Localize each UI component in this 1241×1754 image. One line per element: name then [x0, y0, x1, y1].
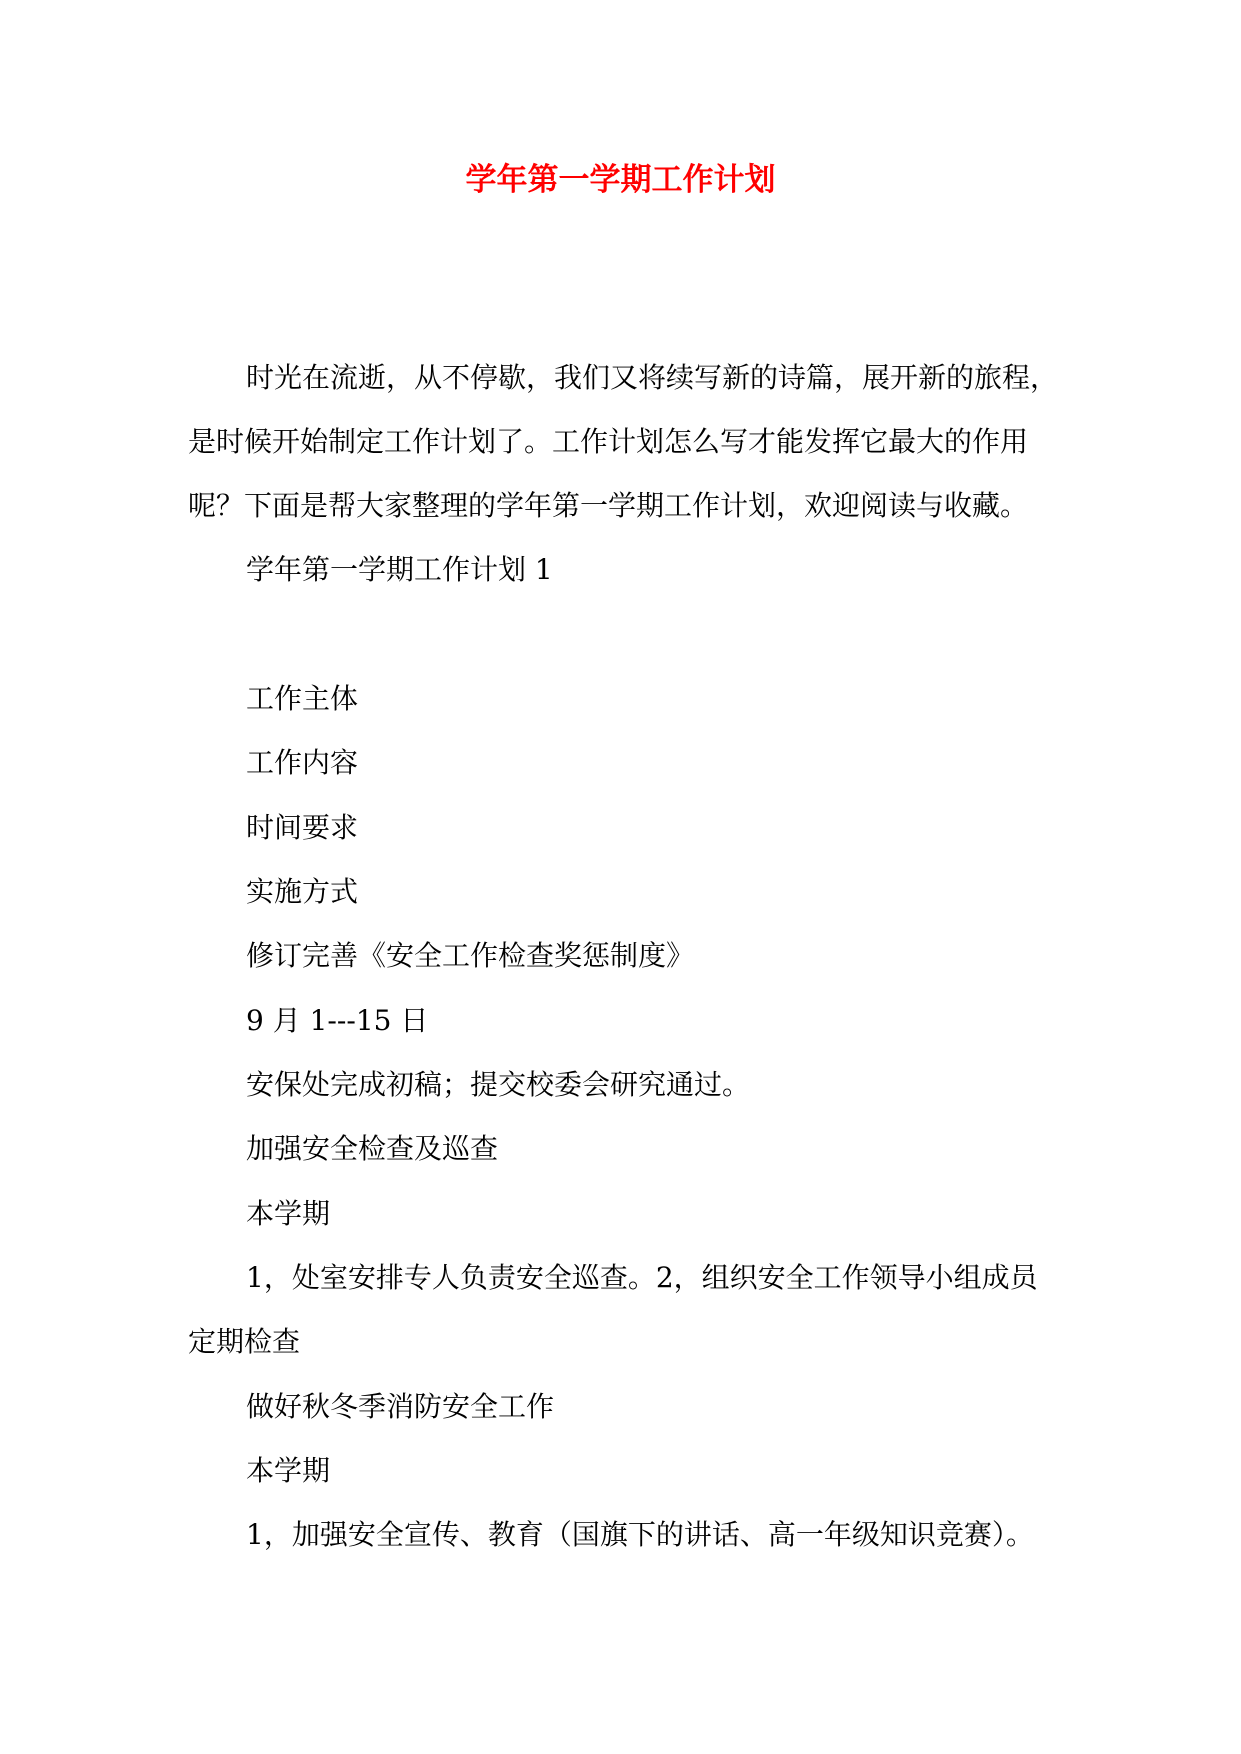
table-header-time: 时间要求 — [246, 811, 359, 844]
table-header-subject: 工作主体 — [246, 682, 359, 715]
intro-paragraph-line-1: 时光在流逝，从不停歇，我们又将续写新的诗篇，展开新的旅程， — [246, 361, 1059, 394]
row-2-content: 加强安全检查及巡查 — [246, 1132, 499, 1165]
row-3-method-line-1: 1，加强安全宣传、教育（国旗下的讲话、高一年级知识竞赛）。 — [246, 1518, 1034, 1551]
section-heading: 学年第一学期工作计划 1 — [246, 553, 553, 586]
table-header-content: 工作内容 — [246, 746, 359, 779]
row-3-content: 做好秋冬季消防安全工作 — [246, 1390, 555, 1423]
row-1-time: 9 月 1---15 日 — [246, 1004, 429, 1037]
intro-paragraph-line-3: 呢？下面是帮大家整理的学年第一学期工作计划，欢迎阅读与收藏。 — [188, 489, 1029, 522]
row-1-method: 安保处完成初稿；提交校委会研究通过。 — [246, 1068, 751, 1101]
row-2-method-line-1: 1，处室安排专人负责安全巡查。2，组织安全工作领导小组成员 — [246, 1261, 1038, 1294]
table-header-method: 实施方式 — [246, 875, 359, 908]
row-2-time: 本学期 — [246, 1197, 331, 1230]
intro-paragraph-line-2: 是时候开始制定工作计划了。工作计划怎么写才能发挥它最大的作用 — [188, 425, 1029, 458]
row-3-time: 本学期 — [246, 1454, 331, 1487]
page-title: 学年第一学期工作计划 — [465, 162, 776, 198]
row-1-content: 修订完善《安全工作检查奖惩制度》 — [246, 939, 695, 972]
row-2-method-line-2: 定期检查 — [188, 1325, 301, 1358]
